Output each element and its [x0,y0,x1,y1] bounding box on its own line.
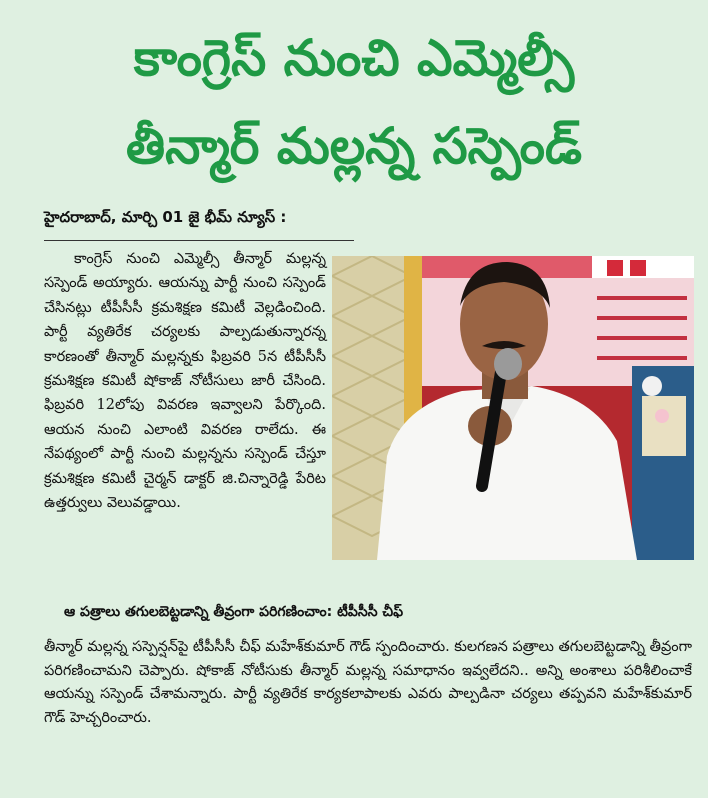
paragraph-2-text: తీన్మార్ మల్లన్న సస్పెన్షన్‌పై టీపీసీసీ చీఫ్ మహేశ్‌కుమార్ గౌడ్ స్పందించారు. కులగణన పత్రాలు తగులబెట్టడాన్ని తీవ్రంగా పరిగణించామని చెప్పారు. షోకాజ్ నోటీసుకు తీన్మార్ మల్లన్న సమాధానం ఇవ్వలేదని.. అన్ని అంశాలు పరిశీలించాకే ఆయన్ను సస్పెండ్ చేశామన్నారు. పార్టీ వ్యతిరేక కార్యకలాపాలకు ఎవరు పాల్పడినా చర్యలు తప్పవని మహేశ్‌కుమార్ గౌడ్ హెచ్చరించారు. [44,639,692,726]
speaker-photo [332,256,694,560]
article-paragraph-1 [44,247,326,515]
headline-line-1: కాంగ్రెస్ నుంచి ఎమ్మెల్సీ [133,29,575,87]
dateline: హైదరాబాద్, మార్చి 01 జై భీమ్ న్యూస్ : [44,208,287,226]
article-paragraph-2 [44,636,692,730]
paragraph-1-text: కాంగ్రెస్ నుంచి ఎమ్మెల్సీ తీన్మార్ మల్లన్న సస్పెండ్ అయ్యారు. ఆయన్ను పార్టీ నుంచి సస్పెండ్ చేసినట్లు టీపీసీసీ క్రమశిక్షణ కమిటీ వెల్లడించింది. పార్టీ వ్యతిరేక చర్యలకు పాల్పడుతున్నారన్న కారణంతో తీన్మార్ మల్లన్నకు ఫిబ్రవరి 5న టీపీసీసీ క్రమశిక్షణ కమిటీ షోకాజ్ నోటీసులు జారీ చేసింది. ఫిబ్రవరి 12లోపు వివరణ ఇవ్వాలని పేర్కొంది. ఆయన నుంచి ఎలాంటి వివరణ రాలేదు. ఈ నేపథ్యంలో పార్టీ నుంచి మల్లన్నను సస్పెండ్ చేస్తూ క్రమశిక్షణ కమిటీ చైర్మన్ డాక్టర్ జి.చిన్నారెడ్డి పేరిట ఉత్తర్వులు వెలువడ్డాయి. [44,251,326,512]
dateline-rule [44,240,354,241]
subhead: ఆ పత్రాలు తగులబెట్టడాన్ని తీవ్రంగా పరిగణించాం: టీపీసీసీ చీఫ్ [64,604,404,620]
headline-line-2: తీన్మార్ మల్లన్న సస్పెండ్ [126,117,582,175]
